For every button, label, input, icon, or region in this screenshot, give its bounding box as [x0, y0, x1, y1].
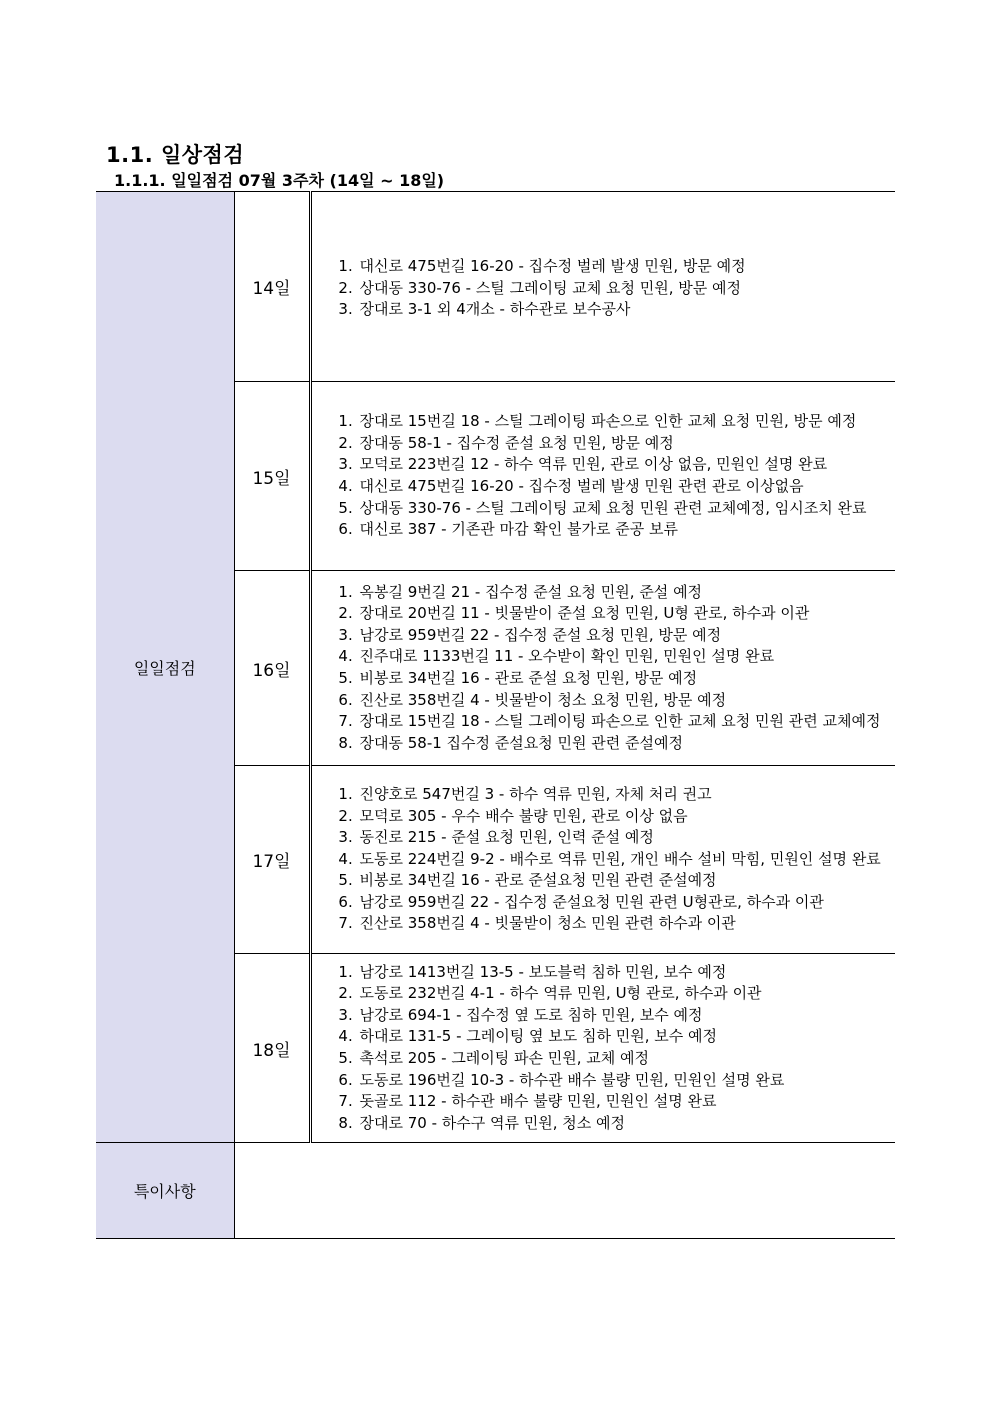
list-item: 8. 장대로 70 - 하수구 역류 민원, 청소 예정	[358, 1113, 896, 1135]
list-item: 7. 장대로 15번길 18 - 스틸 그레이팅 파손으로 인한 교체 요청 민원 관련 교체예정	[358, 711, 896, 733]
list-item: 8. 장대동 58-1 집수정 준설요청 민원 관련 준설예정	[358, 733, 896, 755]
day-label: 17일	[252, 852, 291, 872]
list-item: 2. 도동로 232번길 4-1 - 하수 역류 민원, U형 관로, 하수과 이관	[358, 983, 896, 1005]
item-list	[312, 582, 896, 755]
item-list	[312, 256, 896, 321]
day-label: 16일	[252, 660, 291, 681]
day-label-cell	[234, 954, 310, 1143]
list-item: 3. 장대로 3-1 외 4개소 - 하수관로 보수공사	[358, 299, 896, 321]
list-item: 1. 대신로 475번길 16-20 - 집수정 벌레 발생 민원, 방문 예정	[358, 256, 896, 278]
list-item: 6. 대신로 387 - 기존관 마감 확인 불가로 준공 보류	[358, 519, 896, 541]
day-label: 15일	[252, 468, 291, 489]
section-heading: 1.1. 일상점검	[106, 143, 245, 167]
day-label: 18일	[252, 1040, 291, 1061]
item-list	[312, 784, 896, 935]
list-item: 5. 촉석로 205 - 그레이팅 파손 민원, 교체 예정	[358, 1048, 896, 1070]
day-label-cell	[234, 571, 310, 766]
notes-value-cell	[234, 1143, 895, 1239]
list-item: 5. 비봉로 34번길 16 - 관로 준설 요청 민원, 방문 예정	[358, 668, 896, 690]
list-item: 6. 도동로 196번길 10-3 - 하수관 배수 불량 민원, 민원인 설명 완료	[358, 1070, 896, 1092]
list-item: 1. 남강로 1413번길 13-5 - 보도블럭 침하 민원, 보수 예정	[358, 962, 896, 984]
list-item: 3. 남강로 959번길 22 - 집수정 준설 요청 민원, 방문 예정	[358, 625, 896, 647]
list-item: 2. 장대동 58-1 - 집수정 준설 요청 민원, 방문 예정	[358, 433, 896, 455]
day-items-cell	[310, 571, 895, 766]
day-items-cell	[310, 766, 895, 954]
day-label-cell	[234, 766, 310, 954]
list-item: 5. 상대동 330-76 - 스틸 그레이팅 교체 요청 민원 관련 교체예정, 임시조치 완료	[358, 498, 896, 520]
list-item: 3. 남강로 694-1 - 집수정 옆 도로 침하 민원, 보수 예정	[358, 1005, 896, 1027]
item-list	[312, 962, 896, 1135]
daily-inspection-table	[96, 191, 895, 1239]
notes-label: 특이사항	[133, 1182, 196, 1201]
table-row	[96, 192, 895, 382]
list-item: 6. 진산로 358번길 4 - 빗물받이 청소 요청 민원, 방문 예정	[358, 690, 896, 712]
day-items-cell	[310, 192, 895, 382]
list-item: 2. 상대동 330-76 - 스틸 그레이팅 교체 요청 민원, 방문 예정	[358, 278, 896, 300]
list-item: 4. 진주대로 1133번길 11 - 오수받이 확인 민원, 민원인 설명 완료	[358, 646, 896, 668]
list-item: 4. 하대로 131-5 - 그레이팅 옆 보도 침하 민원, 보수 예정	[358, 1026, 896, 1048]
list-item: 2. 모덕로 305 - 우수 배수 불량 민원, 관로 이상 없음	[358, 806, 896, 828]
list-item: 6. 남강로 959번길 22 - 집수정 준설요청 민원 관련 U형관로, 하수과 이관	[358, 892, 896, 914]
day-items-cell	[310, 954, 895, 1143]
list-item: 1. 옥봉길 9번길 21 - 집수정 준설 요청 민원, 준설 예정	[358, 582, 896, 604]
list-item: 4. 대신로 475번길 16-20 - 집수정 벌레 발생 민원 관련 관로 이상없음	[358, 476, 896, 498]
item-list	[312, 411, 896, 541]
notes-row	[96, 1143, 895, 1239]
list-item: 3. 모덕로 223번길 12 - 하수 역류 민원, 관로 이상 없음, 민원인 설명 완료	[358, 454, 896, 476]
list-item: 1. 장대로 15번길 18 - 스틸 그레이팅 파손으로 인한 교체 요청 민원, 방문 예정	[358, 411, 896, 433]
notes-label-cell	[96, 1143, 234, 1239]
list-item: 2. 장대로 20번길 11 - 빗물받이 준설 요청 민원, U형 관로, 하수과 이관	[358, 603, 896, 625]
day-label: 14일	[252, 279, 291, 299]
day-label-cell	[234, 382, 310, 571]
list-item: 7. 진산로 358번길 4 - 빗물받이 청소 민원 관련 하수과 이관	[358, 913, 896, 935]
list-item: 5. 비봉로 34번길 16 - 관로 준설요청 민원 관련 준설예정	[358, 870, 896, 892]
list-item: 3. 동진로 215 - 준설 요청 민원, 인력 준설 예정	[358, 827, 896, 849]
list-item: 4. 도동로 224번길 9-2 - 배수로 역류 민원, 개인 배수 설비 막힘, 민원인 설명 완료	[358, 849, 896, 871]
day-items-cell	[310, 382, 895, 571]
day-label-cell	[234, 192, 310, 382]
subsection-heading: 1.1.1. 일일점검 07월 3주차 (14일 ~ 18일)	[114, 171, 445, 190]
list-item: 1. 진양호로 547번길 3 - 하수 역류 민원, 자체 처리 권고	[358, 784, 896, 806]
category-cell	[96, 192, 234, 1143]
list-item: 7. 돗골로 112 - 하수관 배수 불량 민원, 민원인 설명 완료	[358, 1091, 896, 1113]
category-label: 일일점검	[133, 658, 196, 678]
